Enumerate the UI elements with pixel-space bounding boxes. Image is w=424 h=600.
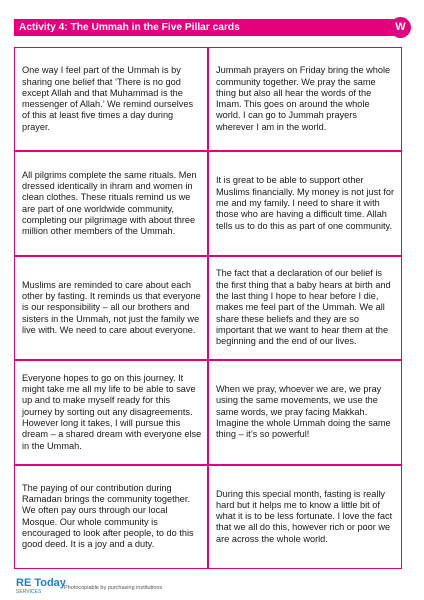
card-text: The fact that a declaration of our belief is the first thing that a baby hears at birth and the last thing I hope to hear before I die, makes me feel part of the Ummah. We all share these beliefs and they are so important that we want to hear them at the beginning and the end of our lives. — [216, 268, 391, 347]
pillar-card — [14, 360, 208, 464]
card-text: One way I feel part of the Ummah is by sharing one belief that ‘There is no god except Allah and that Muhammad is the messenger of Allah.’ We remind ourselves of this at least five times a day during prayer. — [22, 65, 194, 132]
card-text: Jummah prayers on Friday bring the whole community together. We pray the same thing but also all hear the words of the Imam. This goes on around the whole world. I can go to Jummah prayers wherever I am in the world. — [216, 65, 391, 132]
pillar-card — [208, 47, 402, 151]
pillar-card — [208, 465, 402, 569]
card-text: During this special month, fasting is really hard but it helps me to know a little bit of what it is to be less fortunate. I love the fact that we all do this, however rich or poor we are across the whole world. — [216, 488, 393, 544]
pillar-card — [208, 151, 402, 255]
card-text: Muslims are reminded to care about each other by fasting. It reminds us that everyone is our responsibility – all our brothers and sisters in the Ummah, not just the family we live with. We need to care about everyone. — [22, 279, 201, 335]
logo-subtext: SERVICES — [16, 589, 42, 595]
activity-title-bar — [14, 19, 402, 36]
pillar-card — [14, 47, 208, 151]
card-text: All pilgrims complete the same rituals. Men dressed identically in ihram and women in clean clothes. These rituals remind us we are part of one worldwide community, completing our pilgrimage with about three million other members of the Ummah. — [22, 169, 197, 237]
card-text: The paying of our contribution during Ramadan brings the community together. We often pay ours through our local Mosque. Our whole community is encouraged to look after people, to do this good deed. It is a joy and a duty. — [22, 482, 194, 550]
cards-grid — [14, 47, 402, 569]
pillar-card — [208, 360, 402, 464]
pillar-card — [14, 465, 208, 569]
pillar-card — [208, 256, 402, 360]
photocopiable-note: Photocopiable by purchasing institutions — [64, 585, 163, 591]
pillar-card — [14, 151, 208, 255]
card-text: Everyone hopes to go on this journey. It might take me all my life to be able to save up and to make myself ready for this journey by sorting out any disagreements. However long it takes, I will pursue this dream – a shared dream with everyone else in the Ummah. — [22, 372, 202, 451]
worksheet-badge-icon: W — [390, 17, 411, 38]
logo-text: RE Today — [16, 577, 66, 589]
pillar-card — [14, 256, 208, 360]
re-today-logo — [16, 578, 66, 595]
card-text: When we pray, whoever we are, we pray using the same movements, we use the same words, we pray facing Makkah. Imagine the whole Ummah doing the same thing – it’s so powerful! — [216, 384, 391, 440]
activity-title: Activity 4: The Ummah in the Five Pillar cards — [19, 22, 240, 33]
card-text: It is great to be able to support other Muslims financially. My money is not just for me and my family. I need to share it with those who are having a difficult time. Allah tells us to do this as part of one community. — [216, 175, 395, 231]
